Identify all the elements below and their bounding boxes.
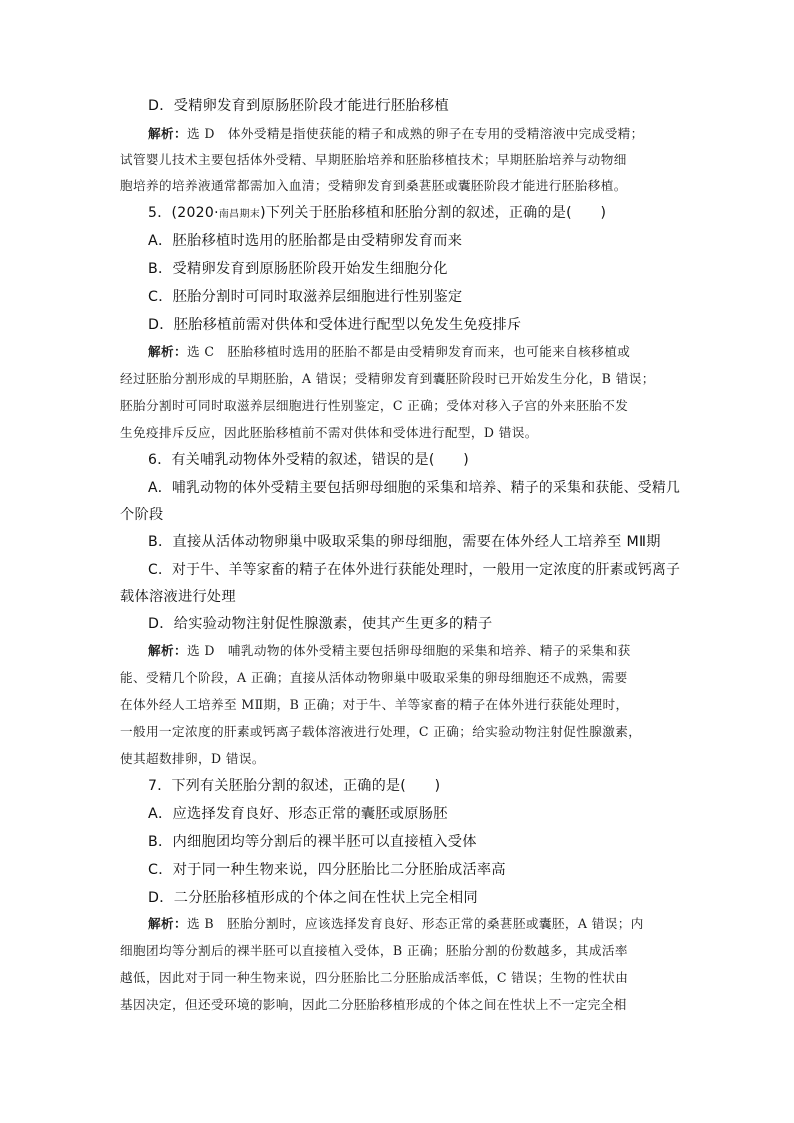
analysis-label: 解析：	[148, 126, 187, 141]
q5-option-b: B．受精卵发育到原肠胚阶段开始发生细胞分化	[148, 261, 448, 277]
q6-analysis-line-4: 一般用一定浓度的肝素或钙离子载体溶液进行处理，C 正确；给实验动物注射促性腺激素，	[120, 724, 642, 739]
q5-analysis-line-2: 经过胚胎分割形成的早期胚胎，A 错误；受精卵发育到囊胚阶段时已开始发生分化，B 错误；	[120, 371, 655, 386]
q6-stem: 6．有关哺乳动物体外受精的叙述，错误的是( )	[148, 452, 470, 468]
q5-option-c: C．胚胎分割时可同时取滋养层细胞进行性别鉴定	[148, 289, 463, 305]
q5-stem: 5．(2020·南昌期末)下列关于胚胎移植和胚胎分割的叙述，正确的是( )	[148, 205, 607, 221]
q5-analysis-line-3: 胚胎分割时可同时取滋养层细胞进行性别鉴定，C 正确；受体对移入子宫的外来胚胎不发	[120, 398, 629, 413]
q7-option-c: C．对于同一种生物来说，四分胚胎比二分胚胎成活率高	[148, 862, 506, 878]
q7-analysis-line-2: 细胞团均等分割后的裸半胚可以直接植入受体，B 正确；胚胎分割的份数越多，其成活率	[120, 943, 628, 958]
q6-analysis-line-2: 能、受精几个阶段，A 正确；直接从活体动物卵巢中吸取采集的卵母细胞还不成熟，需要	[120, 670, 628, 685]
q6-option-a-line-2: 个阶段	[120, 507, 164, 523]
q4-analysis-line-1: 解析：选 D 体外受精是指使获能的精子和成熟的卵子在专用的受精溶液中完成受精；	[148, 126, 644, 141]
q5-option-d: D．胚胎移植前需对供体和受体进行配型以免发生免疫排斥	[148, 317, 522, 333]
q6-option-c-line-1: C．对于牛、羊等家畜的精子在体外进行获能处理时，一般用一定浓度的肝素或钙离子	[148, 562, 681, 578]
q6-analysis-line-5: 使其超数排卵，D 错误。	[120, 751, 265, 766]
q5-analysis-line-4: 生免疫排斥反应，因此胚胎移植前不需对供体和受体进行配型，D 错误。	[120, 425, 538, 440]
q5-analysis-line-1: 解析：选 C 胚胎移植时选用的胚胎不都是由受精卵发育而来，也可能来自核移植或	[148, 344, 631, 359]
q4-analysis-line-2: 试管婴儿技术主要包括体外受精、早期胚胎培养和胚胎移植技术；早期胚胎培养与动物细	[120, 152, 627, 167]
q7-analysis-line-4: 基因决定，但还受环境的影响，因此二分胚胎移植形成的个体之间在性状上不一定完全相	[120, 997, 627, 1012]
q7-stem: 7．下列有关胚胎分割的叙述，正确的是( )	[148, 778, 441, 794]
q6-option-a-line-1: A．哺乳动物的体外受精主要包括卵母细胞的采集和培养、精子的采集和获能、受精几	[148, 480, 681, 496]
analysis-label: 解析：	[148, 643, 187, 658]
q7-analysis-line-1: 解析：选 B 胚胎分割时，应该选择发育良好、形态正常的桑葚胚或囊胚，A 错误；内	[148, 916, 644, 931]
q6-option-c-line-2: 载体溶液进行处理	[120, 589, 236, 605]
analysis-label: 解析：	[148, 344, 187, 359]
q7-option-a: A．应选择发育良好、形态正常的囊胚或原肠胚	[148, 806, 448, 822]
q6-analysis-line-1: 解析：选 D 哺乳动物的体外受精主要包括卵母细胞的采集和培养、精子的采集和获	[148, 643, 631, 658]
q6-option-b: B．直接从活体动物卵巢中吸取采集的卵母细胞，需要在体外经人工培养至 MⅡ期	[148, 534, 661, 550]
q6-option-d: D．给实验动物注射促性腺激素，使其产生更多的精子	[148, 616, 493, 632]
analysis-label: 解析：	[148, 916, 187, 931]
q4-option-d: D．受精卵发育到原肠胚阶段才能进行胚胎移植	[148, 98, 449, 114]
q6-analysis-line-3: 在体外经人工培养至 MⅡ期，B 正确；对于牛、羊等家畜的精子在体外进行获能处理时，	[120, 697, 629, 712]
q5-option-a: A．胚胎移植时选用的胚胎都是由受精卵发育而来	[148, 233, 463, 249]
q7-option-d: D．二分胚胎移植形成的个体之间在性状上完全相同	[148, 890, 478, 906]
q7-analysis-line-3: 越低，因此对于同一种生物来说，四分胚胎比二分胚胎成活率低，C 错误；生物的性状由	[120, 970, 629, 985]
q7-option-b: B．内细胞团均等分割后的裸半胚可以直接植入受体	[148, 834, 477, 850]
q5-source: 南昌期末	[218, 209, 261, 220]
q4-analysis-line-3: 胞培养的培养液通常都需加入血清；受精卵发育到桑葚胚或囊胚阶段才能进行胚胎移植。	[120, 178, 627, 193]
